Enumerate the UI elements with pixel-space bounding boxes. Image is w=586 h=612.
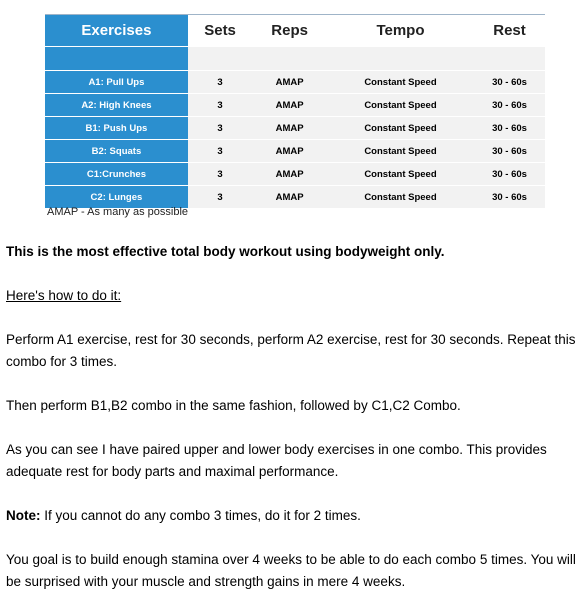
exercise-cell: C1:Crunches <box>45 163 188 186</box>
paragraph-instructions: Perform A1 exercise, rest for 30 seconds, perform A2 exercise, rest for 30 seconds. Repeat this combo for 3 times. <box>6 332 576 369</box>
tempo-cell: Constant Speed <box>327 163 474 186</box>
table-row <box>45 71 545 94</box>
note-label: Note: <box>6 508 41 523</box>
note-text: If you cannot do any combo 3 times, do it for 2 times. <box>40 508 361 523</box>
tempo-cell: Constant Speed <box>327 186 474 209</box>
paragraph-combo: Then perform B1,B2 combo in the same fashion, followed by C1,C2 Combo. <box>6 398 461 413</box>
tempo-cell: Constant Speed <box>327 71 474 94</box>
howto-label: Here's how to do it: <box>6 288 122 303</box>
spacer-cell <box>188 47 252 71</box>
reps-cell: AMAP <box>252 186 327 209</box>
sets-cell: 3 <box>188 186 252 209</box>
spacer-cell <box>474 47 545 71</box>
tempo-cell: Constant Speed <box>327 94 474 117</box>
rest-cell: 30 - 60s <box>474 163 545 186</box>
rest-cell: 30 - 60s <box>474 117 545 140</box>
exercise-cell: B1: Push Ups <box>45 117 188 140</box>
rest-cell: 30 - 60s <box>474 140 545 163</box>
sets-cell: 3 <box>188 163 252 186</box>
spacer-cell <box>252 47 327 71</box>
spacer-cell <box>45 47 188 71</box>
header-tempo: Tempo <box>327 15 474 47</box>
sets-cell: 3 <box>188 71 252 94</box>
rest-cell: 30 - 60s <box>474 71 545 94</box>
reps-cell: AMAP <box>252 163 327 186</box>
rest-cell: 30 - 60s <box>474 94 545 117</box>
tempo-cell: Constant Speed <box>327 117 474 140</box>
header-sets: Sets <box>188 15 252 47</box>
exercise-cell: C2: Lunges <box>45 186 188 209</box>
workout-table <box>45 14 545 208</box>
table-row <box>45 117 545 140</box>
table-header-row <box>45 15 545 47</box>
reps-cell: AMAP <box>252 71 327 94</box>
exercise-cell: A2: High Knees <box>45 94 188 117</box>
table-row <box>45 140 545 163</box>
table-footnote: AMAP - As many as possible <box>47 206 189 218</box>
header-rest: Rest <box>474 15 545 47</box>
table-row <box>45 94 545 117</box>
paragraph-goal: You goal is to build enough stamina over 4 weeks to be able to do each combo 5 times. You will be surprised with your muscle and strength gains in mere 4 weeks. <box>6 552 576 589</box>
exercise-cell: A1: Pull Ups <box>45 71 188 94</box>
paragraph-note <box>6 505 584 527</box>
article-headline: This is the most effective total body workout using bodyweight only. <box>6 244 445 259</box>
sets-cell: 3 <box>188 117 252 140</box>
howto-heading <box>6 285 584 307</box>
spacer-cell <box>327 47 474 71</box>
exercise-cell: B2: Squats <box>45 140 188 163</box>
paragraph-pairing: As you can see I have paired upper and lower body exercises in one combo. This provides adequate rest for body parts and maximal performance. <box>6 442 547 479</box>
sets-cell: 3 <box>188 94 252 117</box>
tempo-cell: Constant Speed <box>327 140 474 163</box>
sets-cell: 3 <box>188 140 252 163</box>
article-body <box>6 241 584 593</box>
table-spacer-row <box>45 47 545 71</box>
reps-cell: AMAP <box>252 117 327 140</box>
table-row <box>45 163 545 186</box>
header-exercises: Exercises <box>45 15 188 47</box>
rest-cell: 30 - 60s <box>474 186 545 209</box>
header-reps: Reps <box>252 15 327 47</box>
reps-cell: AMAP <box>252 94 327 117</box>
reps-cell: AMAP <box>252 140 327 163</box>
table-row <box>45 186 545 209</box>
